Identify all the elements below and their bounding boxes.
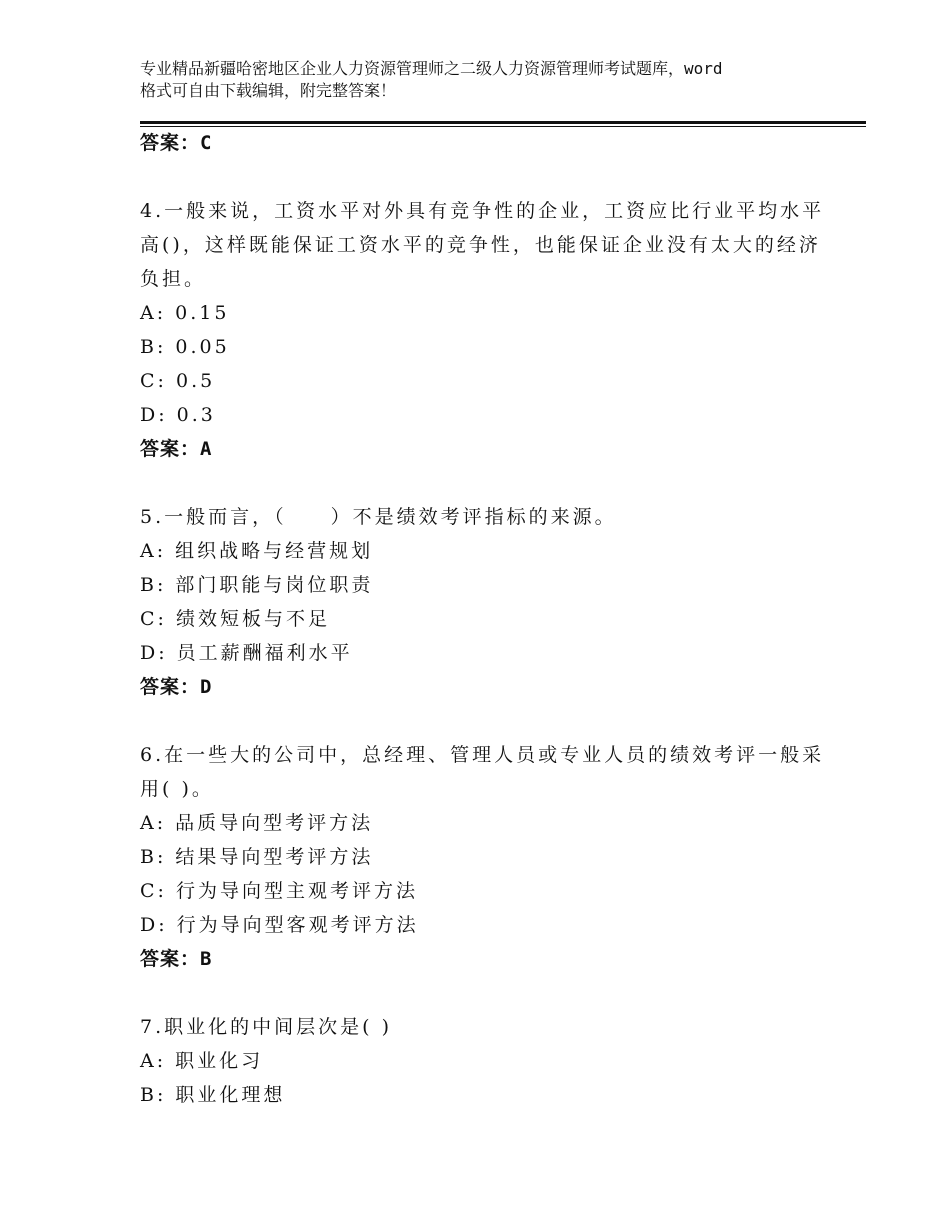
option-a: A: 品质导向型考评方法 xyxy=(140,812,374,834)
header-divider xyxy=(140,121,866,124)
document-header xyxy=(140,58,830,102)
answer-q3: 答案：C xyxy=(140,132,213,154)
option-c: C: 绩效短板与不足 xyxy=(140,608,330,630)
option-b: B: 职业化理想 xyxy=(140,1084,286,1106)
option-a: A: 职业化习 xyxy=(140,1050,264,1072)
option-a: A: 0.15 xyxy=(140,302,230,324)
question-text: 5.一般而言，（ ）不是绩效考评指标的来源。 xyxy=(140,506,617,528)
option-c: C: 行为导向型主观考评方法 xyxy=(140,880,418,902)
option-d: D: 行为导向型客观考评方法 xyxy=(140,914,419,936)
option-b: B: 部门职能与岗位职责 xyxy=(140,574,374,596)
question-6 xyxy=(140,738,830,976)
answer: 答案：A xyxy=(140,438,213,460)
answer: 答案：B xyxy=(140,948,213,970)
answer: 答案：D xyxy=(140,676,213,698)
question-7 xyxy=(140,1010,830,1112)
option-d: D: 0.3 xyxy=(140,404,216,426)
question-text: 7.职业化的中间层次是( ) xyxy=(140,1016,392,1038)
question-text: 4.一般来说，工资水平对外具有竞争性的企业，工资应比行业平均水平高()，这样既能保证工资水平的竞争性，也能保证企业没有太大的经济负担。 xyxy=(140,200,825,290)
header-line-1: 专业精品新疆哈密地区企业人力资源管理师之二级人力资源管理师考试题库，word xyxy=(140,59,723,78)
option-a: A: 组织战略与经营规划 xyxy=(140,540,374,562)
question-text: 6.在一些大的公司中，总经理、管理人员或专业人员的绩效考评一般采用( )。 xyxy=(140,744,825,800)
option-d: D: 员工薪酬福利水平 xyxy=(140,642,353,664)
document-body xyxy=(140,126,830,1112)
question-5 xyxy=(140,500,830,704)
question-4 xyxy=(140,194,830,466)
option-c: C: 0.5 xyxy=(140,370,216,392)
header-line-2: 格式可自由下载编辑，附完整答案！ xyxy=(140,81,397,100)
option-b: B: 结果导向型考评方法 xyxy=(140,846,374,868)
option-b: B: 0.05 xyxy=(140,336,230,358)
